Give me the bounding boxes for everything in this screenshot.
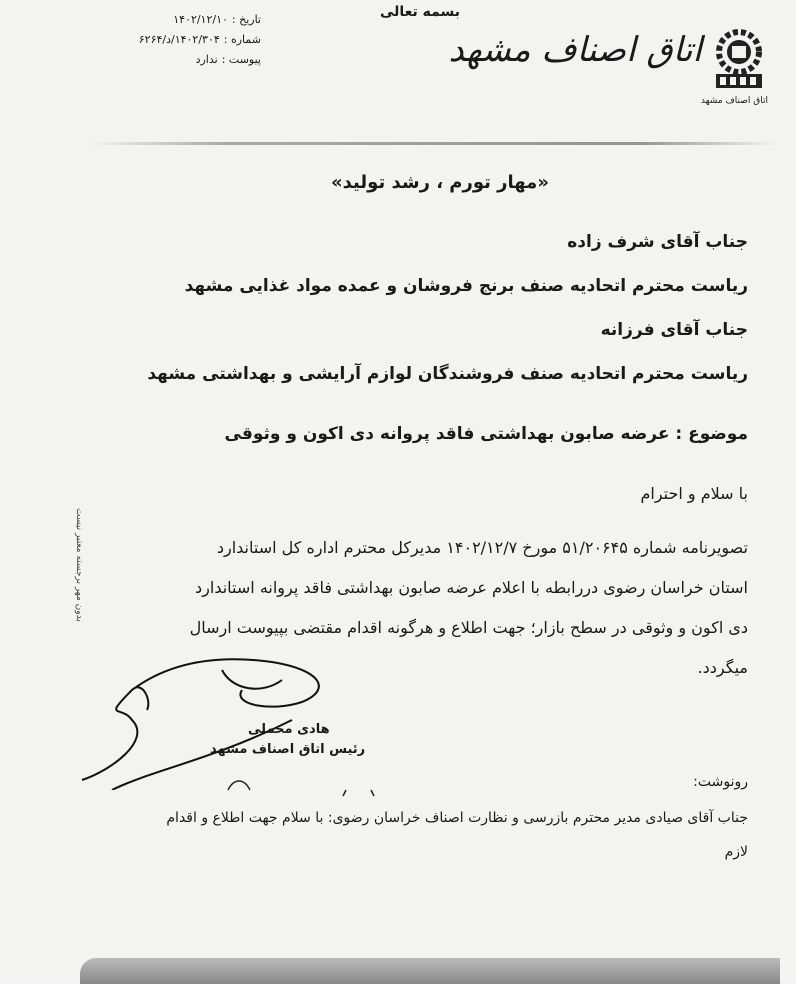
recipient-2-name: جناب آقای فرزانه [600, 320, 748, 340]
date-label: تاریخ : [231, 13, 261, 26]
cc-label: رونوشت: [693, 774, 748, 790]
recipient-1-title: ریاست محترم اتحادیه صنف برنج فروشان و عمده مواد غذایی مشهد [184, 276, 748, 296]
greeting: با سلام و احترام [640, 484, 748, 503]
attachment-label: پیوست : [221, 53, 261, 66]
number-label: شماره : [223, 33, 261, 46]
signer-name: هادی مخملی [248, 722, 330, 737]
body-line-2: استان خراسان رضوی دررابطه با اعلام عرضه صابون بهداشتی فاقد پروانه استاندارد [195, 578, 748, 597]
signer-title: رئیس اتاق اصناف مشهد [210, 742, 366, 757]
attachment-value: ندارد [195, 53, 218, 66]
side-note-text: بدون مهر برجسته معتبر نیست [74, 508, 84, 622]
recipient-1-name: جناب آقای شرف زاده [567, 232, 748, 252]
cc-recipient-line-1: جناب آقای صیادی مدیر محترم بازرسی و نظارت اصناف خراسان رضوی: با سلام جهت اطلاع و اقدام [166, 810, 748, 826]
slogan: «مهار تورم ، رشد تولید» [331, 172, 549, 193]
subject-line: موضوع : عرضه صابون بهداشتی فاقد پروانه دی اکون و وثوقی [224, 424, 748, 444]
body-line-4: میگردد. [697, 658, 748, 677]
date-value: ۱۴۰۲/۱۲/۱۰ [173, 13, 228, 26]
logo-caption: اتاق اصناف مشهد [700, 96, 768, 106]
logo-script-text: اتاق اصناف مشهد [448, 30, 702, 70]
body-line-3: دی اکون و وثوقی در سطح بازار؛ جهت اطلاع و هرگونه اقدام مقتضی بپیوست ارسال [189, 618, 748, 637]
number-value: ۱۴۰۲/۳۰۴/د/۶۲۶۴ [138, 33, 220, 46]
recipient-2-title: ریاست محترم اتحادیه صنف فروشندگان لوازم آرایشی و بهداشتی مشهد [147, 364, 748, 384]
cc-recipient-line-2: لازم [724, 844, 748, 860]
bismillah: بسمه تعالی [379, 4, 461, 20]
body-line-1: تصویرنامه شماره ۵۱/۲۰۶۴۵ مورخ ۱۴۰۲/۱۲/۷ مدیرکل محترم اداره کل استاندارد [216, 538, 748, 557]
footer-band [80, 958, 780, 984]
